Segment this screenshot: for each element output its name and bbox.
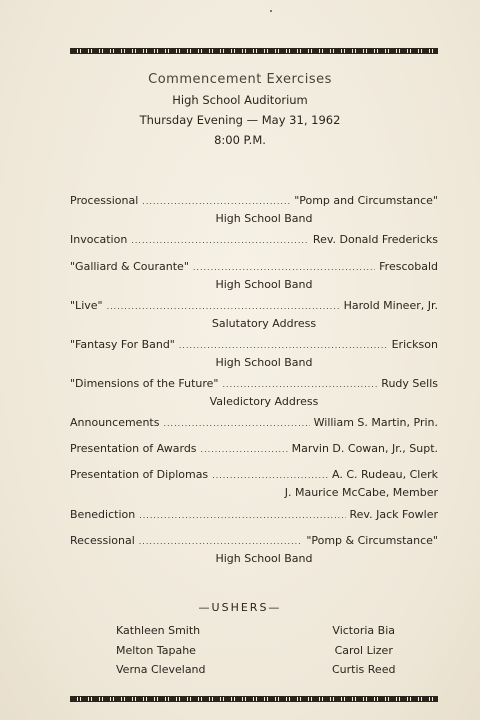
program-item xyxy=(70,508,438,534)
program-item xyxy=(70,233,438,260)
program-item xyxy=(70,377,438,416)
program-item-title: "Galliard & Courante" xyxy=(70,260,189,273)
usher-name: Carol Lizer xyxy=(334,643,393,657)
program-item xyxy=(70,299,438,338)
program-row xyxy=(70,194,438,209)
program-row xyxy=(70,442,438,457)
program-item-subtitle: J. Maurice McCabe, Member xyxy=(284,486,438,499)
program-row xyxy=(70,233,438,248)
page-title: Commencement Exercises xyxy=(148,72,332,87)
dot-leader xyxy=(139,511,345,520)
program-item-subtitle: Salutatory Address xyxy=(211,317,317,330)
program-row xyxy=(70,468,438,483)
dot-leader xyxy=(142,197,290,206)
program-item-subtitle: High School Band xyxy=(215,356,313,369)
program-row xyxy=(70,508,438,523)
program-item-title: "Fantasy For Band" xyxy=(70,338,175,351)
ushers-left-column xyxy=(116,621,206,680)
program-list xyxy=(70,194,438,573)
usher-name: Verna Cleveland xyxy=(116,663,206,676)
program-item-performer: Rev. Donald Fredericks xyxy=(312,233,438,246)
program-item-performer: A. C. Rudeau, Clerk xyxy=(332,468,438,481)
program-item-performer: "Pomp and Circumstance" xyxy=(294,194,438,207)
program-item-performer: Harold Mineer, Jr. xyxy=(343,299,438,312)
program-item xyxy=(70,468,438,508)
program-row xyxy=(70,299,438,314)
bottom-border-rule xyxy=(70,696,438,702)
header xyxy=(0,72,480,153)
program-item xyxy=(70,534,438,573)
program-row xyxy=(70,377,438,392)
program-item-performer: Marvin D. Cowan, Jr., Supt. xyxy=(291,442,438,455)
program-item-subtitle: High School Band xyxy=(215,212,313,225)
program-item-performer: Rudy Sells xyxy=(381,377,438,390)
program-item-performer: "Pomp & Circumstance" xyxy=(306,534,438,547)
event-time: 8:00 P.M. xyxy=(214,133,266,147)
program-item-performer: Frescobald xyxy=(379,260,438,273)
program-item xyxy=(70,338,438,377)
usher-name: Melton Tapahe xyxy=(116,643,196,657)
dot-leader xyxy=(201,445,288,454)
program-row xyxy=(70,416,438,431)
dot-leader xyxy=(139,537,303,546)
program-item-title: "Live" xyxy=(70,299,103,312)
dot-leader xyxy=(131,236,309,245)
program-item-title: Announcements xyxy=(70,416,160,429)
dot-leader xyxy=(179,341,388,350)
program-item-title: Benediction xyxy=(70,508,136,521)
ushers-right-column xyxy=(332,621,395,680)
program-item xyxy=(70,194,438,233)
ushers-title: —USHERS— xyxy=(198,601,282,614)
program-item-subtitle: High School Band xyxy=(215,552,313,565)
program-item-title: Presentation of Awards xyxy=(70,442,197,455)
program-item xyxy=(70,416,438,442)
usher-name: Curtis Reed xyxy=(332,663,396,676)
program-item-title: Processional xyxy=(70,194,139,207)
speck xyxy=(270,10,272,12)
program-item-title: Recessional xyxy=(70,534,135,547)
top-border-rule xyxy=(70,48,438,54)
program-item-subtitle: High School Band xyxy=(215,278,313,291)
program-item xyxy=(70,260,438,299)
program-row xyxy=(70,260,438,275)
program-item-title: "Dimensions of the Future" xyxy=(70,377,219,390)
dot-leader xyxy=(163,419,309,428)
program-item-title: Presentation of Diplomas xyxy=(70,468,209,481)
program-item xyxy=(70,442,438,468)
dot-leader xyxy=(223,380,378,389)
program-item-subtitle: Valedictory Address xyxy=(209,395,319,408)
dot-leader xyxy=(212,471,328,480)
event-date: Thursday Evening — May 31, 1962 xyxy=(139,113,341,127)
program-item-title: Invocation xyxy=(70,233,128,246)
program-item-performer: Erickson xyxy=(391,338,438,351)
program-row xyxy=(70,338,438,353)
dot-leader xyxy=(193,263,375,272)
program-item-performer: Rev. Jack Fowler xyxy=(349,508,438,521)
usher-name: Victoria Bia xyxy=(332,624,396,637)
program-row xyxy=(70,534,438,549)
program-item-performer: William S. Martin, Prin. xyxy=(313,416,438,429)
usher-name: Kathleen Smith xyxy=(116,624,201,637)
venue: High School Auditorium xyxy=(172,93,308,107)
dot-leader xyxy=(107,302,340,311)
